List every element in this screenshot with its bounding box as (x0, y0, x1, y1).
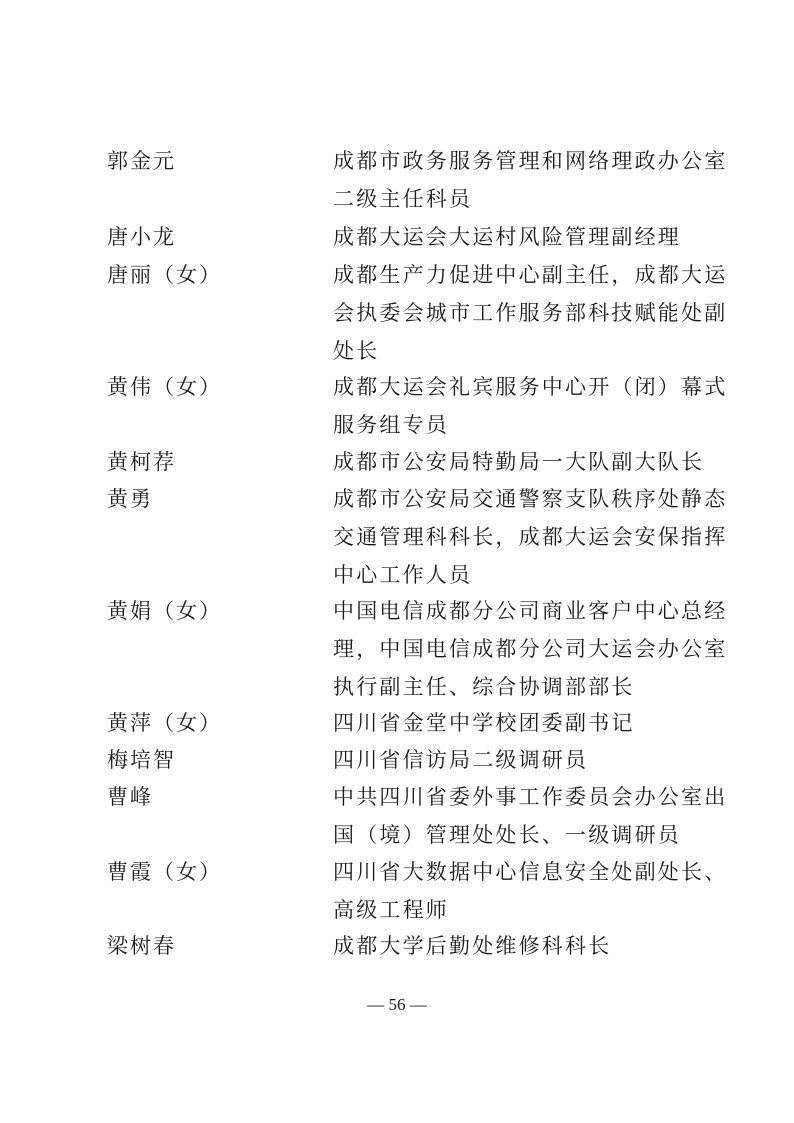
title-line: 执行副主任、综合协调部部长 (333, 675, 635, 699)
person-title (333, 778, 728, 854)
title-line: 成都市公安局特勤局一大队副大队长 (333, 450, 705, 474)
title-line: 服务组专员 (333, 413, 449, 437)
person-name: 曹霞（女） (107, 860, 222, 884)
person-name: 梅培智 (107, 748, 176, 772)
title-line: 国（境）管理处处长、一级调研员 (333, 823, 681, 847)
person-title (333, 368, 728, 444)
person-title (333, 443, 705, 481)
title-line: 理，中国电信成都分公司大运会办公室 (333, 637, 728, 661)
title-line: 成都大运会礼宾服务中心开（闭）幕式 (333, 375, 728, 399)
person-name: 黄萍（女） (107, 711, 222, 735)
title-line: 四川省大数据中心信息安全处副处长、 (333, 860, 728, 884)
title-line: 成都大学后勤处维修科科长 (333, 934, 612, 958)
person-name: 曹峰 (107, 785, 153, 809)
person-title (333, 741, 705, 779)
person-name: 黄勇 (107, 487, 153, 511)
title-line: 处长 (333, 339, 380, 363)
person-title (333, 592, 728, 706)
person-name: 黄柯荐 (107, 450, 176, 474)
title-line: 四川省信访局二级调研员 (333, 748, 589, 772)
person-name: 黄伟（女） (107, 375, 222, 399)
title-line: 成都大运会大运村风险管理副经理 (333, 225, 681, 249)
title-line: 四川省金堂中学校团委副书记 (333, 711, 635, 735)
person-title (333, 256, 728, 370)
title-line: 成都生产力促进中心副主任，成都大运 (333, 263, 728, 287)
title-line: 中国电信成都分公司商业客户中心总经 (333, 599, 728, 623)
title-line: 二级主任科员 (333, 187, 473, 211)
title-line: 高级工程师 (333, 898, 449, 922)
person-title (333, 218, 705, 256)
page-number: — 56 — (367, 995, 427, 1014)
title-line: 交通管理科科长，成都大运会安保指挥 (333, 525, 728, 549)
person-name: 唐丽（女） (107, 263, 222, 287)
person-title (333, 480, 728, 594)
person-name: 唐小龙 (107, 225, 176, 249)
person-title (333, 704, 705, 742)
person-name: 黄娟（女） (107, 599, 222, 623)
title-line: 中心工作人员 (333, 563, 473, 587)
person-name: 郭金元 (107, 149, 176, 173)
title-line: 中共四川省委外事工作委员会办公室出 (333, 785, 728, 809)
title-line: 成都市公安局交通警察支队秩序处静态 (333, 487, 728, 511)
person-title (333, 142, 728, 218)
person-title (333, 927, 705, 965)
person-name: 梁树春 (107, 934, 176, 958)
title-line: 成都市政务服务管理和网络理政办公室 (333, 149, 728, 173)
title-line: 会执委会城市工作服务部科技赋能处副 (333, 301, 728, 325)
person-title (333, 853, 728, 929)
